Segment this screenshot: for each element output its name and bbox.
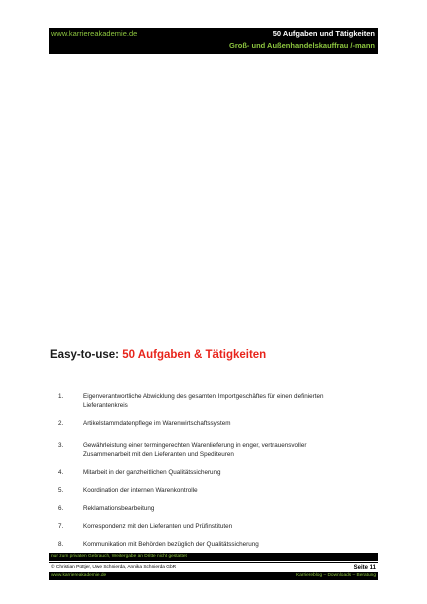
- list-item-line: Gewährleistung einer termingerechten Warenlieferung in enger, vertrauensvoller: [83, 441, 307, 449]
- header-title: 50 Aufgaben und Tätigkeiten: [272, 29, 375, 38]
- list-item-number: 8.: [58, 540, 64, 548]
- list-item: [58, 441, 378, 460]
- list-item: [58, 504, 378, 513]
- list-item-line: Kommunikation mit Behörden bezüglich der Qualitätssicherung: [83, 540, 259, 548]
- list-item: [58, 419, 378, 428]
- list-item: [58, 522, 378, 531]
- footer-links[interactable]: Karriereblog – Downloads – Beratung: [296, 573, 376, 578]
- header-site-link[interactable]: www.karriereakademie.de: [51, 29, 138, 38]
- footer-links-bar: [49, 572, 378, 580]
- section-heading-prefix: Easy-to-use:: [50, 349, 123, 361]
- list-item-number: 3.: [58, 441, 64, 449]
- header-subtitle: Groß- und Außenhandelskauffrau /-mann: [229, 41, 375, 50]
- list-item-text: [83, 504, 378, 513]
- list-item-line: Mitarbeit in der ganzheitlichen Qualitätssicherung: [83, 469, 221, 477]
- list-item-number: 7.: [58, 522, 64, 530]
- list-item-line: Korrespondenz mit den Lieferanten und Prüfinstituten: [83, 522, 233, 530]
- list-item-text: [83, 419, 378, 428]
- list-item: [58, 540, 378, 549]
- list-item-line: Lieferantenkreis: [83, 402, 128, 410]
- page-header: [49, 28, 378, 54]
- list-item-line: Artikelstammdatenpflege im Warenwirtschaftssystem: [83, 420, 231, 428]
- list-item-number: 4.: [58, 469, 64, 477]
- list-item: [58, 486, 378, 495]
- page-number: Seite 11: [353, 565, 376, 571]
- list-item-text: [83, 392, 378, 411]
- footer-notice-bar: [49, 553, 378, 561]
- list-item-line: Reklamationsbearbeitung: [83, 504, 155, 512]
- list-item-text: [83, 468, 378, 477]
- list-item-number: 5.: [58, 486, 64, 494]
- section-heading: [50, 349, 266, 361]
- footer-site-link[interactable]: www.karriereakademie.de: [51, 573, 107, 578]
- list-item-text: [83, 540, 378, 549]
- list-item-number: 2.: [58, 420, 64, 428]
- footer-notice: nur zum privaten Gebrauch, Weitergabe an Dritte nicht gestattet: [51, 554, 187, 559]
- section-heading-accent: 50 Aufgaben & Tätigkeiten: [122, 349, 267, 361]
- list-item-text: [83, 486, 378, 495]
- list-item-number: 6.: [58, 504, 64, 512]
- list-item-text: [83, 522, 378, 531]
- footer-copyright: © Christian Püttjer, Uwe Schnierda, Annika Schnierda GbR: [51, 565, 177, 570]
- list-item: [58, 468, 378, 477]
- list-item-number: 1.: [58, 393, 64, 400]
- task-list: [58, 392, 378, 549]
- list-item-line: Eigenverantwortliche Abwicklung des gesamten Importgeschäftes für einen definierten: [83, 393, 324, 400]
- list-item-line: Koordination der internen Warenkontrolle: [83, 486, 198, 494]
- list-item-text: [83, 441, 378, 460]
- list-item: [58, 392, 378, 411]
- list-item-line: Zusammenarbeit mit den Lieferanten und Spediteuren: [83, 451, 234, 459]
